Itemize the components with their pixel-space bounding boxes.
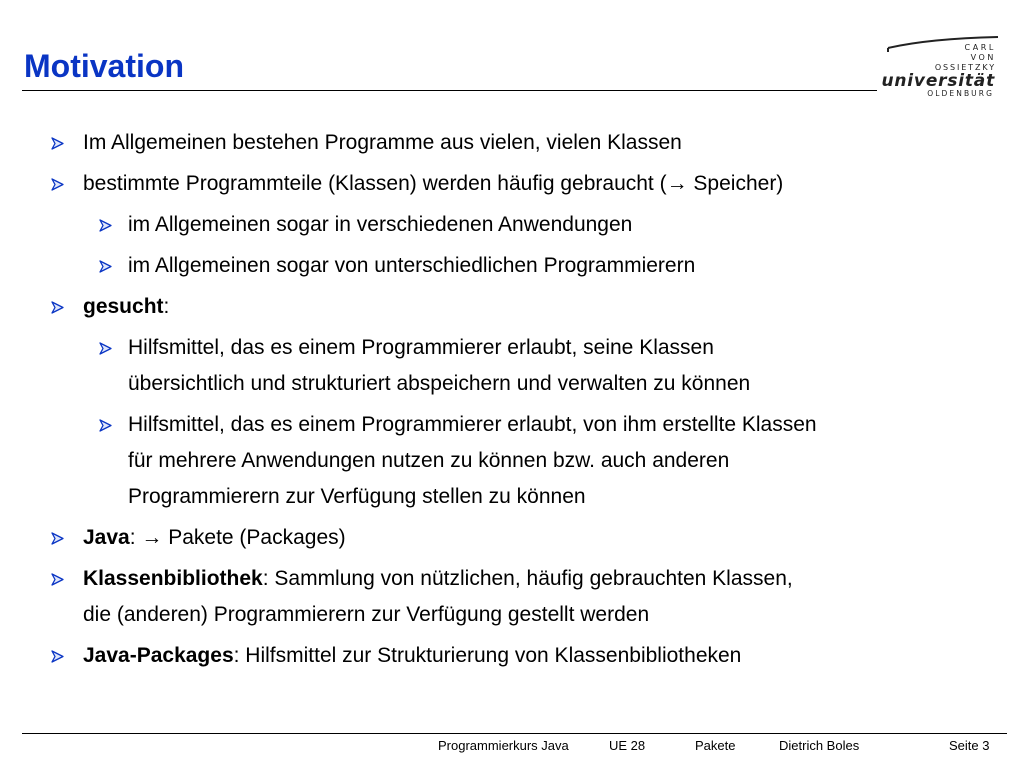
bullet-arrow-icon: [50, 300, 65, 315]
bullet-keyword: Klassenbibliothek: [83, 567, 263, 590]
bullet-text: :: [163, 295, 170, 318]
bullet-arrow-icon: [50, 572, 65, 587]
logo-line-oldenburg: OLDENBURG: [927, 89, 994, 98]
bullet-keyword: Java: [83, 526, 130, 549]
bullet-keyword: gesucht: [83, 295, 164, 318]
bullet-arrow-icon: [50, 649, 65, 664]
bullet-text-line: übersichtlich und strukturiert abspeichern und verwalten zu können: [128, 372, 751, 395]
sub-bullet-item: [48, 330, 988, 402]
bullet-arrow-icon: [98, 259, 113, 274]
bullet-arrow-icon: [50, 531, 65, 546]
sub-bullet-item: [48, 207, 988, 243]
bullet-text-line: Hilfsmittel, das es einem Programmierer erlaubt, von ihm erstellte Klassen: [128, 413, 817, 436]
bullet-text: bestimmte Programmteile (Klassen) werden häufig gebraucht (→ Speicher): [83, 172, 784, 195]
university-logo: [881, 36, 1002, 102]
bullet-arrow-icon: [98, 341, 113, 356]
logo-line-ossietzky: OSSIETZKY: [934, 63, 996, 72]
bullet-text-line: für mehrere Anwendungen nutzen zu können bzw. auch anderen: [128, 449, 730, 472]
bullet-text: im Allgemeinen sogar in verschiedenen Anwendungen: [128, 213, 633, 236]
slide-content: [48, 125, 988, 674]
bullet-arrow-icon: [98, 218, 113, 233]
bullet-arrow-icon: [98, 418, 113, 433]
bullet-item: [48, 289, 988, 325]
logo-line-von: VON: [970, 53, 996, 62]
bullet-text: Im Allgemeinen bestehen Programme aus vielen, vielen Klassen: [83, 131, 682, 154]
footer-course: Programmierkurs Java: [438, 738, 569, 753]
logo-line-universitaet: universität: [881, 71, 995, 91]
slide-title: Motivation: [24, 48, 184, 84]
bullet-text: : → Pakete (Packages): [129, 526, 346, 549]
title-underline: [22, 90, 877, 91]
bullet-item: [48, 638, 988, 674]
footer-rule: [22, 733, 1007, 734]
bullet-text-line: Hilfsmittel, das es einem Programmierer erlaubt, seine Klassen: [128, 336, 714, 359]
bullet-text: : Sammlung von nützlichen, häufig gebrauchten Klassen,: [262, 567, 793, 590]
sub-bullet-item: [48, 248, 988, 284]
bullet-arrow-icon: [50, 136, 65, 151]
bullet-item: [48, 561, 988, 633]
footer-unit: UE 28: [609, 738, 646, 753]
bullet-text-line: Programmierern zur Verfügung stellen zu können: [128, 485, 586, 508]
bullet-item: [48, 166, 988, 202]
bullet-text: : Hilfsmittel zur Strukturierung von Klassenbibliotheken: [233, 644, 742, 667]
sub-bullet-item: [48, 407, 988, 515]
footer-author: Dietrich Boles: [779, 738, 860, 753]
bullet-item: [48, 520, 988, 556]
footer-page-number: Seite 3: [949, 738, 990, 753]
logo-line-carl: CARL: [964, 43, 996, 52]
bullet-text: im Allgemeinen sogar von unterschiedlichen Programmierern: [128, 254, 696, 277]
bullet-arrow-icon: [50, 177, 65, 192]
bullet-text-line: die (anderen) Programmierern zur Verfügung gestellt werden: [83, 603, 650, 626]
footer-topic: Pakete: [695, 738, 736, 753]
bullet-item: [48, 125, 988, 161]
bullet-keyword: Java-Packages: [83, 644, 234, 667]
